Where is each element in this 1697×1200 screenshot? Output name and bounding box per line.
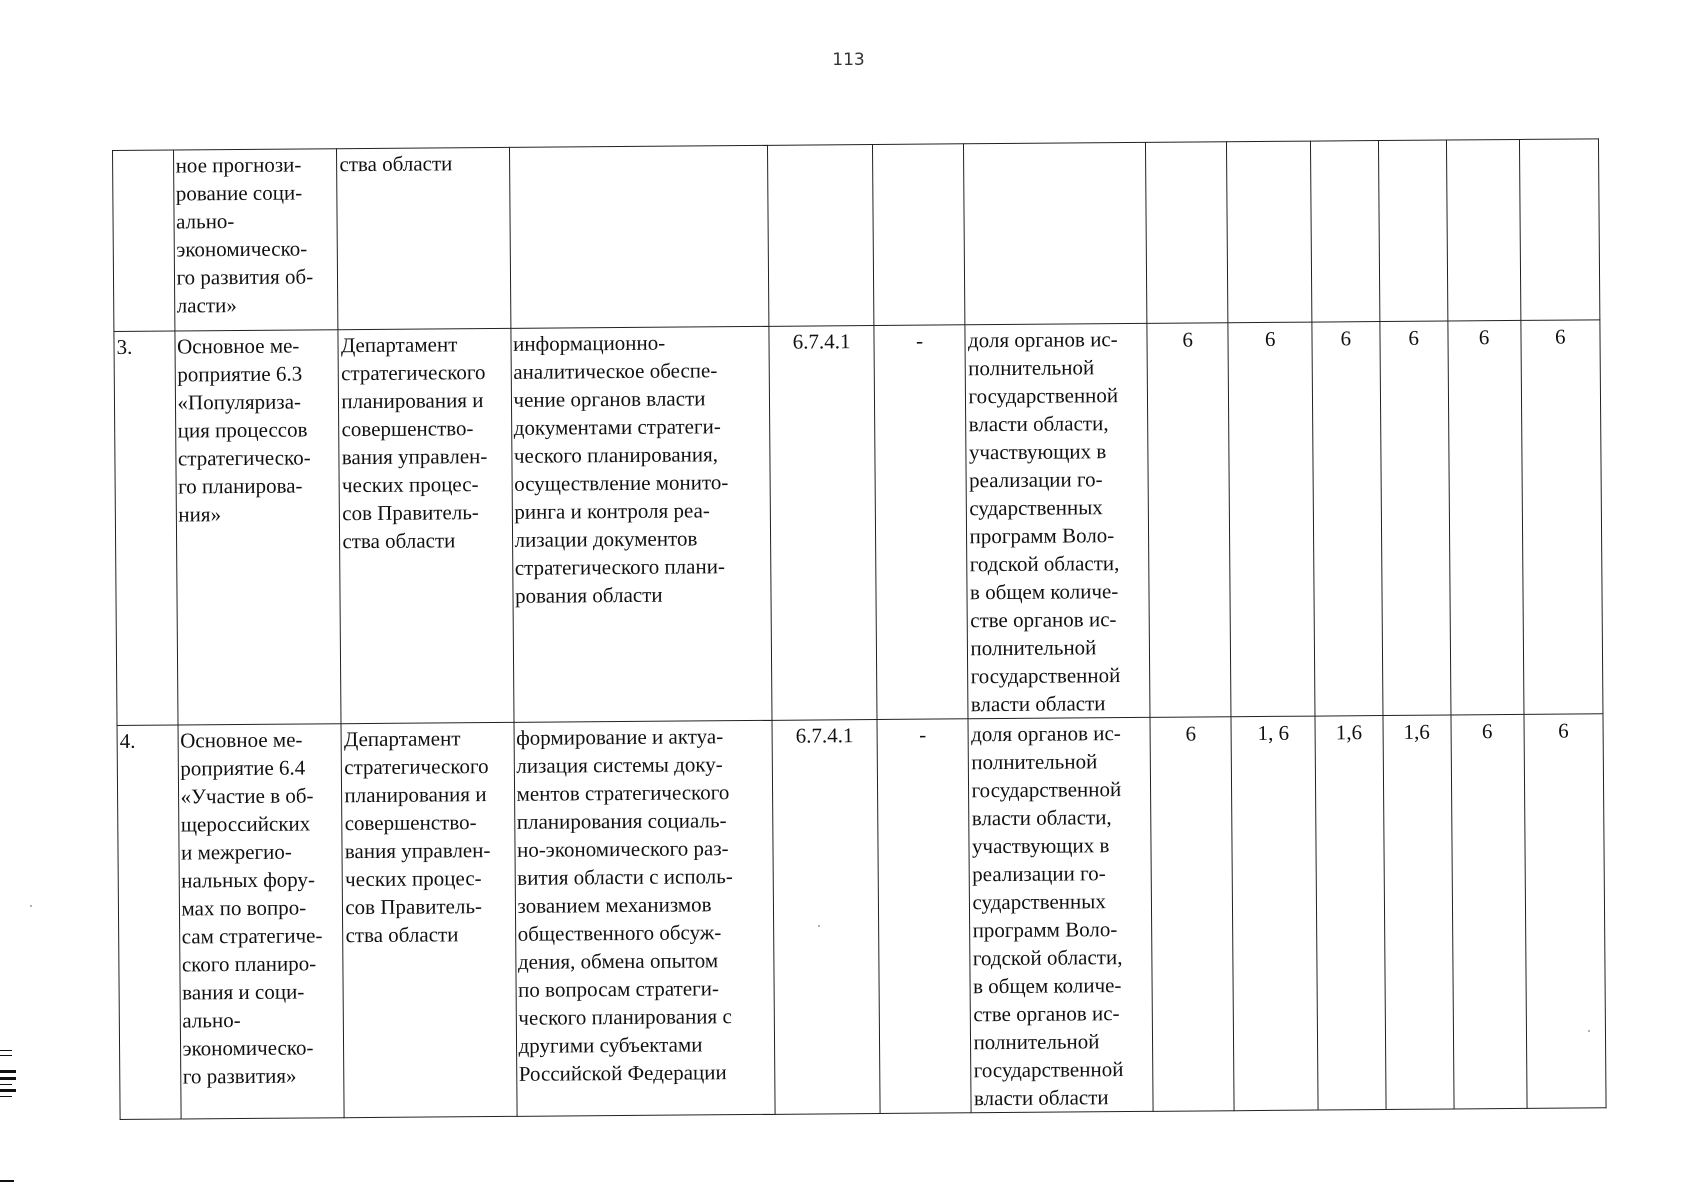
executor-cell: ства области bbox=[337, 147, 511, 329]
indicator-cell: доля органов ис- полнительной государственной власти области, участвующих в реализации го- сударственных программ Воло- годской области, в общем количе- стве органов ис- полнительной государственной власти области bbox=[965, 323, 1150, 718]
measure-content-cell bbox=[509, 145, 769, 328]
code-cell: 6.7.4.1 bbox=[769, 326, 876, 721]
scan-speck bbox=[30, 905, 32, 907]
value-cell: 6 bbox=[1228, 322, 1315, 717]
measure-content-cell: формирование и актуа- лизация системы доку- ментов стратегического планирования социаль- но-экономического раз- вития области с исполь- зованием механизмов общественного обсуж- дения, обмена опытом по вопросам стратеги- ческого планирования с другими субъектами Российской Федерации bbox=[514, 720, 776, 1116]
table-row bbox=[117, 714, 1606, 1120]
row-number-cell: 4. bbox=[117, 725, 181, 1119]
value-cell bbox=[1227, 141, 1312, 323]
row-number-cell bbox=[113, 150, 175, 331]
value-cell: 1,6 bbox=[1315, 716, 1386, 1111]
value-cell: 6 bbox=[1312, 322, 1383, 717]
value-cell: 6 bbox=[1447, 320, 1523, 715]
row-number-cell: 3. bbox=[114, 331, 178, 725]
value-cell bbox=[1146, 142, 1229, 324]
measure-content-cell: информационно- аналитическое обеспе- чение органов власти документами стратеги- ческого планирования, осуществление монито- ринга и контроля реа- лизации документов стратегического плани- рования области bbox=[510, 326, 772, 722]
scan-artifact-line bbox=[0, 1180, 14, 1182]
executor-cell: Департамент стратегического планирования и совершенство- вания управлен- ческих процес- сов Правитель- ства области bbox=[341, 722, 516, 1117]
value-cell: 1,6 bbox=[1383, 715, 1454, 1110]
measure-name-cell: ное прогнози- рование соци- ально- экономическо- го развития об- ласти» bbox=[173, 149, 338, 331]
scan-speck bbox=[818, 925, 820, 927]
executor-cell: Департамент стратегического планирования и совершенство- вания управлен- ческих процес- сов Правитель- ства области bbox=[338, 328, 513, 723]
value-cell: 1, 6 bbox=[1231, 716, 1318, 1111]
page-number: 113 bbox=[832, 50, 865, 70]
dash-cell: - bbox=[874, 325, 969, 720]
code-cell: 6.7.4.1 bbox=[772, 720, 879, 1115]
value-cell: 6 bbox=[1150, 717, 1234, 1112]
value-cell: 6 bbox=[1524, 714, 1606, 1109]
value-cell: 6 bbox=[1520, 320, 1602, 715]
dash-cell: - bbox=[877, 719, 972, 1114]
indicator-cell bbox=[964, 142, 1147, 324]
measure-name-cell: Основное ме- роприятие 6.3 «Популяриза- ция процессов стратегическо- го планирова- ния» bbox=[174, 330, 341, 725]
value-cell bbox=[1446, 139, 1520, 321]
table-row bbox=[113, 139, 1600, 332]
code-cell bbox=[768, 145, 874, 327]
scan-artifact-marks bbox=[0, 1050, 16, 1101]
table-row bbox=[114, 320, 1603, 726]
value-cell bbox=[1310, 141, 1379, 323]
value-cell: 6 bbox=[1147, 323, 1231, 718]
value-cell bbox=[1378, 140, 1447, 322]
indicator-cell: доля органов ис- полнительной государственной власти области, участвующих в реализации го- сударственных программ Воло- годской области, в общем количе- стве органов ис- полнительной государственной власти области bbox=[968, 717, 1153, 1112]
value-cell bbox=[1519, 139, 1600, 321]
measure-name-cell: Основное ме- роприятие 6.4 «Участие в об- щероссийских и межрегио- нальных фору- мах по вопро- сам стратегиче- ского планиро- вания и соци- ально- экономическо- го развития» bbox=[178, 724, 345, 1119]
scan-speck bbox=[1588, 1030, 1590, 1032]
value-cell: 6 bbox=[1451, 714, 1527, 1109]
value-cell: 6 bbox=[1380, 321, 1451, 716]
dash-cell bbox=[872, 144, 965, 326]
program-measures-table bbox=[112, 138, 1607, 1120]
